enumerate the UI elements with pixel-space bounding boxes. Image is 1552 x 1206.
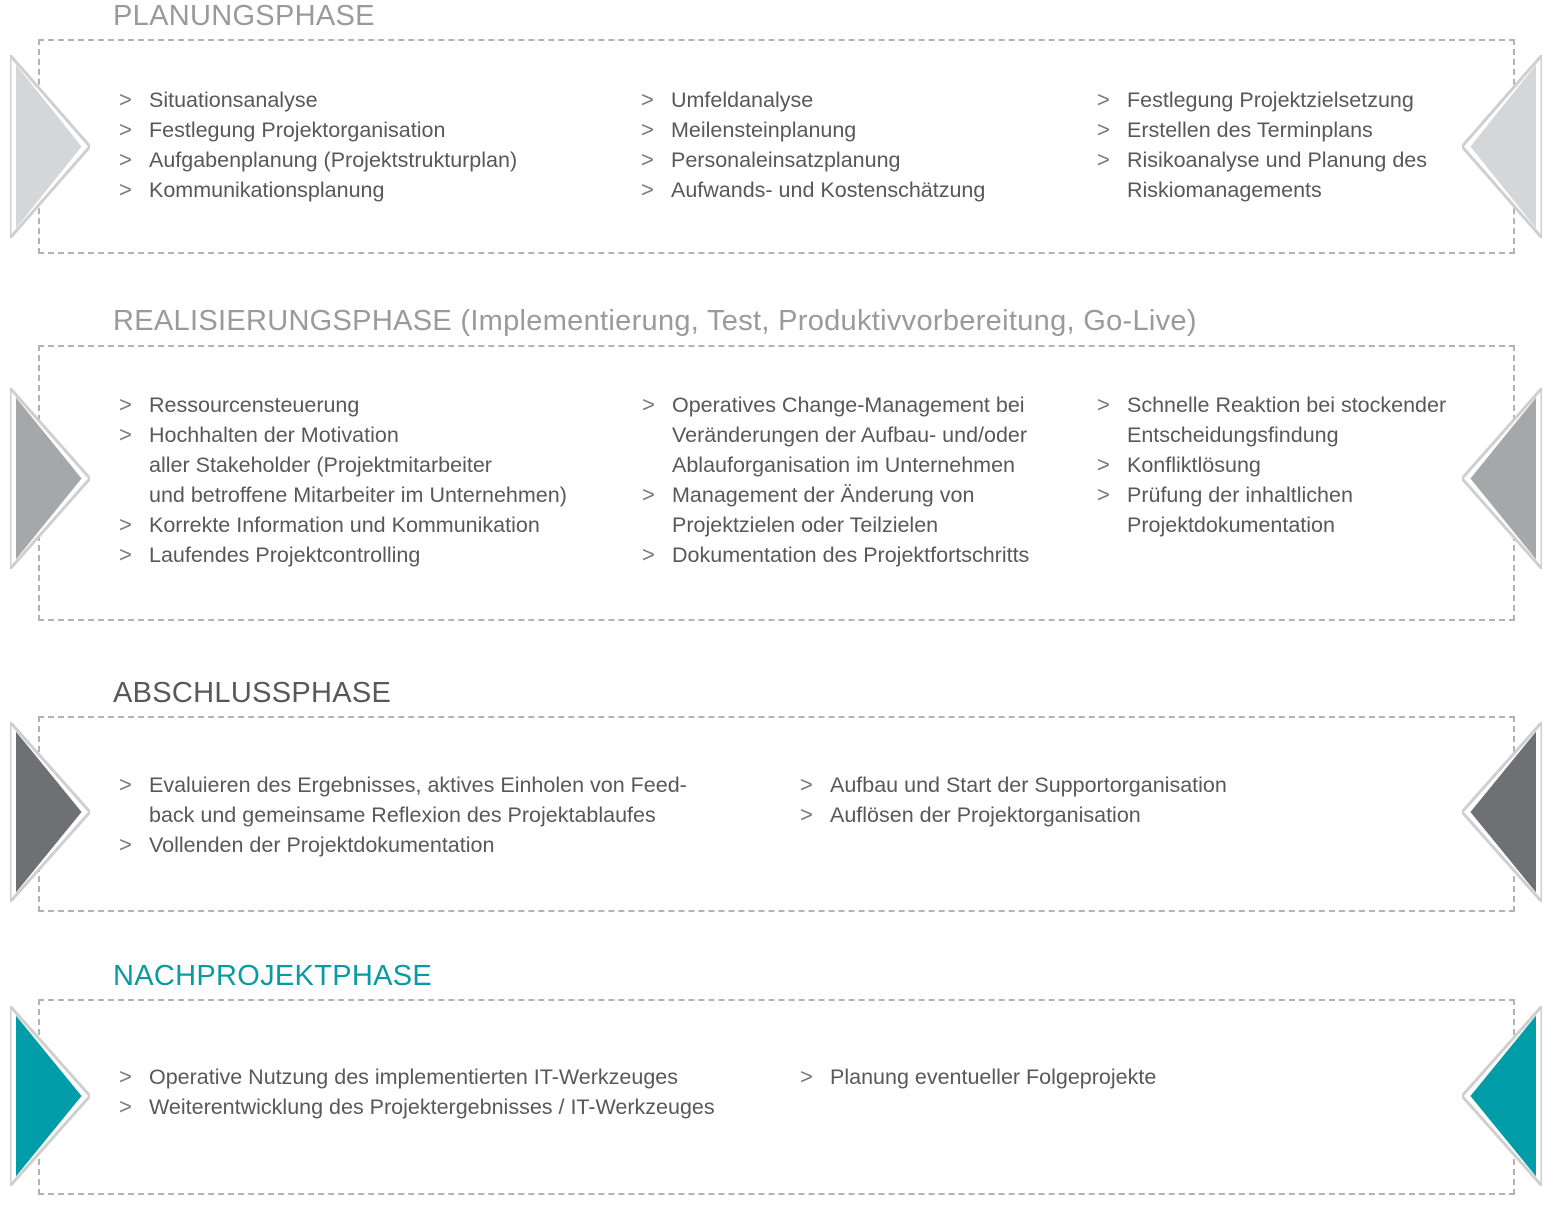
list-item — [636, 480, 1029, 540]
phase-title: REALISIERUNGSPHASE (Implementierung, Test, Produktivvorbereitung, Go-Live) — [113, 305, 1197, 337]
list-item-text: Meilensteinplanung — [671, 118, 857, 142]
chevron-marker-icon: > — [800, 772, 813, 797]
list-item — [635, 115, 985, 145]
list-item-text: Erstellen des Terminplans — [1127, 118, 1373, 142]
phase-column — [1091, 85, 1427, 205]
chevron-marker-icon: > — [1097, 147, 1110, 172]
chevron-marker-icon: > — [119, 87, 132, 112]
list-item-text: Hochhalten der Motivation aller Stakeholder (Projektmitarbeiter und betroffene Mitarbeiter im Unternehmen) — [149, 423, 567, 507]
list-item-text: Situationsanalyse — [149, 88, 318, 112]
list-item-text: Aufgabenplanung (Projektstrukturplan) — [149, 148, 518, 172]
list-item — [1091, 390, 1446, 450]
chevron-marker-icon: > — [119, 177, 132, 202]
phase-column — [794, 770, 1227, 830]
chevron-marker-icon: > — [642, 542, 655, 567]
chevron-marker-icon: > — [119, 772, 132, 797]
chevron-marker-icon: > — [119, 832, 132, 857]
chevron-marker-icon: > — [119, 1094, 132, 1119]
list-item — [636, 390, 1029, 480]
list-item-text: Auflösen der Projektorganisation — [830, 803, 1141, 827]
list-item — [1091, 450, 1446, 480]
chevron-left-icon — [1462, 1006, 1542, 1186]
list-item-text: Dokumentation des Projektfortschritts — [672, 543, 1030, 567]
chevron-marker-icon: > — [641, 117, 654, 142]
chevron-marker-icon: > — [641, 87, 654, 112]
list-item-text: Management der Änderung von Projektzielen oder Teilzielen — [672, 483, 975, 537]
list-item — [113, 1092, 715, 1122]
list-item-text: Operative Nutzung des implementierten IT-Werkzeuges — [149, 1065, 678, 1089]
chevron-marker-icon: > — [800, 1064, 813, 1089]
list-item — [635, 175, 985, 205]
chevron-right-icon — [10, 1006, 90, 1186]
list-item-text: Planung eventueller Folgeprojekte — [830, 1065, 1157, 1089]
phase-column — [113, 390, 567, 570]
chevron-marker-icon: > — [1097, 87, 1110, 112]
phase-column — [636, 390, 1029, 570]
list-item — [113, 510, 567, 540]
list-item — [113, 1062, 715, 1092]
chevron-marker-icon: > — [119, 512, 132, 537]
list-item — [1091, 145, 1427, 205]
list-item-text: Vollenden der Projektdokumentation — [149, 833, 495, 857]
chevron-left-icon — [1462, 55, 1542, 238]
list-item — [113, 540, 567, 570]
list-item-text: Schnelle Reaktion bei stockender Entscheidungsfindung — [1127, 393, 1447, 447]
list-item-text: Konfliktlösung — [1127, 453, 1261, 477]
chevron-marker-icon: > — [641, 147, 654, 172]
phase-column — [635, 85, 985, 205]
list-item-text: Evaluieren des Ergebnisses, aktives Einholen von Feed- back und gemeinsame Reflexion des Projektablaufes — [149, 773, 687, 827]
list-item-text: Laufendes Projektcontrolling — [149, 543, 421, 567]
list-item-text: Personaleinsatzplanung — [671, 148, 901, 172]
list-item-text: Kommunikationsplanung — [149, 178, 385, 202]
list-item-text: Prüfung der inhaltlichen Projektdokumentation — [1127, 483, 1353, 537]
list-item — [1091, 480, 1446, 540]
chevron-right-icon — [10, 55, 90, 238]
list-item-text: Aufwands- und Kostenschätzung — [671, 178, 986, 202]
list-item — [113, 770, 687, 830]
list-item — [794, 1062, 1156, 1092]
list-item — [113, 175, 517, 205]
phase-column — [113, 85, 517, 205]
chevron-marker-icon: > — [1097, 482, 1110, 507]
chevron-marker-icon: > — [800, 802, 813, 827]
list-item — [635, 85, 985, 115]
chevron-marker-icon: > — [119, 147, 132, 172]
phase-title: ABSCHLUSSPHASE — [113, 677, 392, 709]
chevron-marker-icon: > — [1097, 452, 1110, 477]
chevron-right-icon — [10, 722, 90, 902]
list-item — [794, 770, 1227, 800]
chevron-marker-icon: > — [1097, 117, 1110, 142]
list-item — [113, 830, 687, 860]
phase-column — [113, 1062, 715, 1122]
list-item-text: Umfeldanalyse — [671, 88, 814, 112]
list-item-text: Festlegung Projektorganisation — [149, 118, 446, 142]
list-item — [113, 390, 567, 420]
phase-column — [794, 1062, 1156, 1092]
list-item-text: Aufbau und Start der Supportorganisation — [830, 773, 1227, 797]
phase-title: PLANUNGSPHASE — [113, 0, 375, 32]
phase-column — [1091, 390, 1446, 540]
list-item — [636, 540, 1029, 570]
list-item — [794, 800, 1227, 830]
chevron-left-icon — [1462, 388, 1542, 569]
list-item — [1091, 115, 1427, 145]
list-item-text: Korrekte Information und Kommunikation — [149, 513, 540, 537]
chevron-right-icon — [10, 388, 90, 569]
list-item — [113, 85, 517, 115]
chevron-marker-icon: > — [119, 392, 132, 417]
list-item-text: Festlegung Projektzielsetzung — [1127, 88, 1414, 112]
list-item-text: Risikoanalyse und Planung des Riskiomanagements — [1127, 148, 1428, 202]
chevron-left-icon — [1462, 722, 1542, 902]
list-item — [113, 145, 517, 175]
list-item — [113, 115, 517, 145]
chevron-marker-icon: > — [119, 1064, 132, 1089]
chevron-marker-icon: > — [642, 392, 655, 417]
phase-title: NACHPROJEKTPHASE — [113, 960, 433, 992]
chevron-marker-icon: > — [119, 117, 132, 142]
chevron-marker-icon: > — [119, 422, 132, 447]
chevron-marker-icon: > — [119, 542, 132, 567]
list-item — [635, 145, 985, 175]
chevron-marker-icon: > — [1097, 392, 1110, 417]
list-item — [113, 420, 567, 510]
chevron-marker-icon: > — [642, 482, 655, 507]
list-item-text: Operatives Change-Management bei Veränderungen der Aufbau- und/oder Ablauforganisation im Unternehmen — [672, 393, 1028, 477]
phase-column — [113, 770, 687, 860]
list-item-text: Ressourcensteuerung — [149, 393, 360, 417]
list-item-text: Weiterentwicklung des Projektergebnisses / IT-Werkzeuges — [149, 1095, 715, 1119]
list-item — [1091, 85, 1427, 115]
chevron-marker-icon: > — [641, 177, 654, 202]
